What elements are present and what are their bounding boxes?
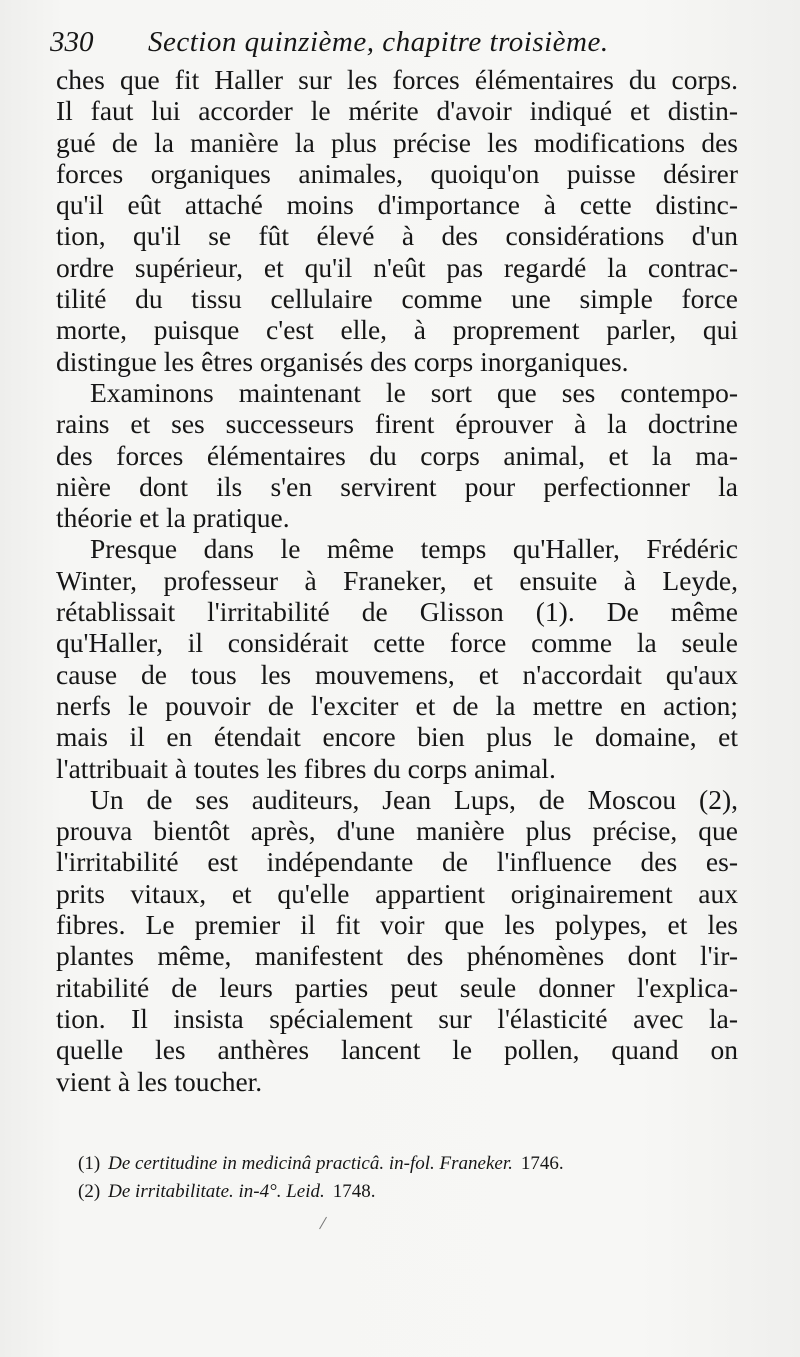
text-line: morte, puisque c'est elle, à proprement parler, qui: [56, 314, 738, 346]
text-line: mais il en étendait encore bien plus le domaine, et: [56, 721, 738, 753]
text-line: rétablissait l'irritabilité de Glisson (1). De même: [56, 596, 738, 628]
text-line: qu'il eût attaché moins d'importance à cette distinc-: [56, 189, 738, 221]
footnote: [78, 1150, 698, 1178]
text-line: Examinons maintenant le sort que ses contempo-: [90, 376, 738, 408]
text-line: prits vitaux, et qu'elle appartient originairement aux: [56, 877, 738, 909]
body-text: [56, 64, 738, 1097]
text-line: vient à les toucher.: [56, 1065, 263, 1097]
text-line: tilité du tissu cellulaire comme une simple force: [56, 283, 738, 315]
text-line: rains et ses successeurs firent éprouver à la doctrine: [56, 408, 738, 440]
footnote-text: De certitudine in medicinâ practicâ. in-fol. Franeker.: [108, 1153, 513, 1174]
text-line: prouva bientôt après, d'une manière plus précise, que: [56, 815, 738, 847]
footnote-year: 1748.: [332, 1181, 376, 1202]
ink-mark: [319, 1217, 334, 1234]
text-line: théorie et la pratique.: [56, 502, 290, 534]
text-line: nerfs le pouvoir de l'exciter et de la mettre en action;: [56, 689, 738, 721]
text-line: Winter, professeur à Franeker, et ensuite à Leyde,: [56, 564, 738, 596]
footnote-year: 1746.: [520, 1153, 564, 1174]
text-line: tion, qu'il se fût élevé à des considérations d'un: [56, 220, 738, 252]
text-line: Il faut lui accorder le mérite d'avoir indiqué et distin-: [56, 95, 738, 127]
text-line: qu'Haller, il considérait cette force comme la seule: [56, 627, 738, 659]
text-line: fibres. Le premier il fit voir que les polypes, et les: [56, 909, 738, 941]
text-line: quelle les anthères lancent le pollen, quand on: [56, 1034, 738, 1066]
running-head: Section quinzième, chapitre troisième.: [148, 26, 609, 58]
text-line: distingue les êtres organisés des corps inorganiques.: [56, 345, 629, 377]
text-line: gué de la manière la plus précise les modifications des: [56, 126, 738, 158]
text-line: ritabilité de leurs parties peut seule donner l'explica-: [56, 971, 738, 1003]
text-line: nière dont ils s'en servirent pour perfectionner la: [56, 470, 738, 502]
text-line: cause de tous les mouvemens, et n'accordait qu'aux: [56, 658, 738, 690]
text-line: forces organiques animales, quoiqu'on puisse désirer: [56, 157, 738, 189]
text-line: tion. Il insista spécialement sur l'élasticité avec la-: [56, 1002, 738, 1034]
page-header: [50, 22, 750, 62]
text-line: plantes même, manifestent des phénomènes dont l'ir-: [56, 940, 738, 972]
page-number: 330: [50, 26, 94, 58]
footnote: [78, 1178, 698, 1206]
text-line: ordre supérieur, et qu'il n'eût pas regardé la contrac-: [56, 251, 738, 283]
text-line: l'irritabilité est indépendante de l'influence des es-: [56, 846, 738, 878]
text-line: Presque dans le même temps qu'Haller, Frédéric: [90, 533, 738, 565]
footnotes: [78, 1150, 698, 1206]
text-line: ches que fit Haller sur les forces élémentaires du corps.: [56, 64, 738, 95]
footnote-mark: (1): [78, 1153, 101, 1174]
text-line: Un de ses auditeurs, Jean Lups, de Moscou (2),: [90, 783, 738, 815]
footnote-text: De irritabilitate. in-4°. Leid.: [108, 1181, 325, 1202]
text-line: l'attribuait à toutes les fibres du corps animal.: [56, 752, 556, 784]
text-line: des forces élémentaires du corps animal, et la ma-: [56, 439, 738, 471]
footnote-mark: (2): [78, 1181, 101, 1202]
